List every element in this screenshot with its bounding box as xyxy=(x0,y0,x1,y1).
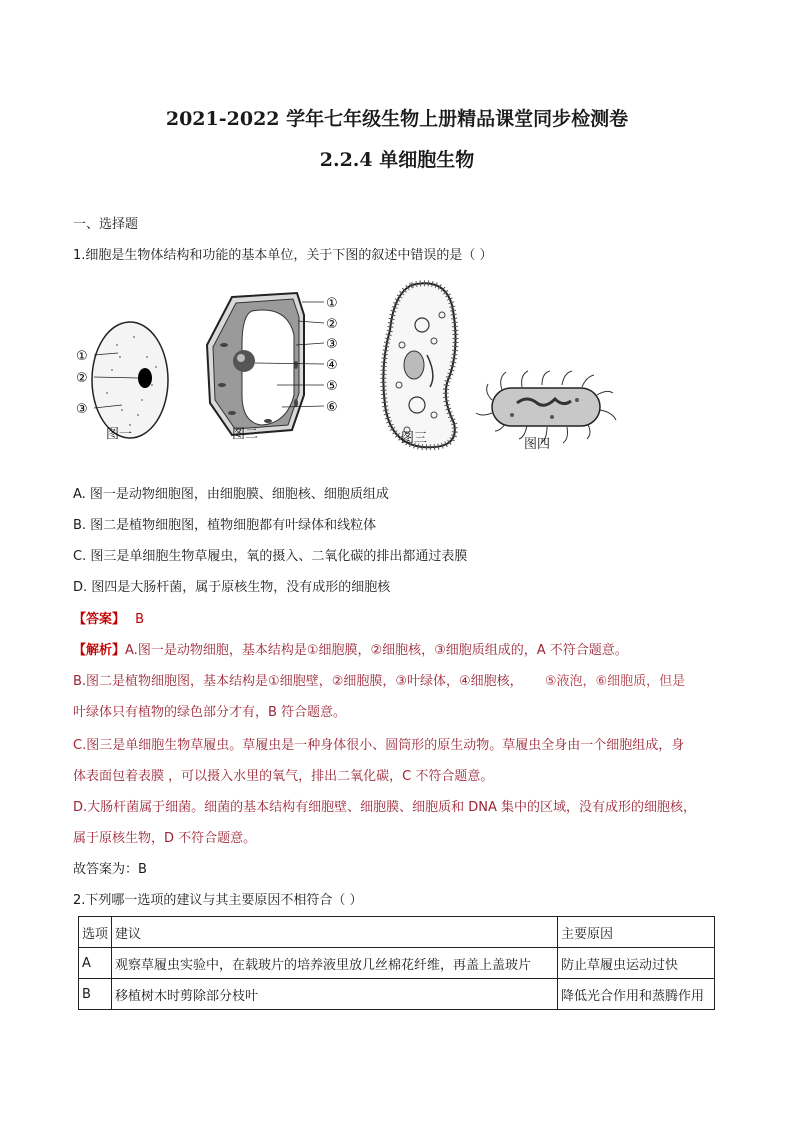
question-1-stem: 1.细胞是生物体结构和功能的基本单位，关于下图的叙述中错误的是（ ） xyxy=(73,248,493,263)
figure-3-paramecium xyxy=(383,283,455,447)
table-cell: 降低光合作用和蒸腾作用 xyxy=(557,979,714,1010)
analysis-tag: 【解析】 xyxy=(73,643,126,658)
analysis-text-2b: ⑤液泡，⑥细胞质，但是 xyxy=(544,674,686,689)
table-row xyxy=(79,948,715,979)
figure-2-label-2: ② xyxy=(326,317,338,332)
question-1-option-c: C. 图三是单细胞生物草履虫，氧的摄入、二氧化碳的排出都通过表膜 xyxy=(73,549,468,564)
figure-2-label-6: ⑥ xyxy=(326,400,338,415)
section-heading: 一、选择题 xyxy=(73,217,139,232)
analysis-line-4: C.图三是单细胞生物草履虫。草履虫是一种身体很小、圆筒形的原生动物。草履虫全身由一个细胞组成，身 xyxy=(73,738,685,753)
figure-3-caption: 图三 xyxy=(401,431,428,446)
table-header-cell: 选项 xyxy=(79,917,112,948)
figure-2-plant-cell xyxy=(207,293,338,435)
table-cell: A xyxy=(79,948,112,979)
question-1-option-d: D. 图四是大肠杆菌，属于原核生物，没有成形的细胞核 xyxy=(73,580,391,595)
table-row xyxy=(79,979,715,1010)
table-cell: 防止草履虫运动过快 xyxy=(557,948,714,979)
analysis-line-7: 属于原核生物，D 不符合题意。 xyxy=(73,831,257,846)
figure-2-label-4: ④ xyxy=(326,358,338,373)
figure-1-label-1: ① xyxy=(76,349,88,364)
table-cell: B xyxy=(79,979,112,1010)
figure-4-caption: 图四 xyxy=(524,437,551,452)
analysis-line-5: 体表面包着表膜 ，可以摄入水里的氧气，排出二氧化碳，C 不符合题意。 xyxy=(73,769,494,784)
analysis-line-6: D.大肠杆菌属于细菌。细菌的基本结构有细胞壁、细胞膜、细胞质和 DNA 集中的区域，没有成形的细胞核， xyxy=(73,800,697,815)
document-title: 2021-2022 学年七年级生物上册精品课堂同步检测卷 xyxy=(165,108,629,130)
figure-2-label-1: ① xyxy=(326,296,338,311)
table-cell: 移植树木时剪除部分枝叶 xyxy=(112,979,558,1010)
question-1-option-b: B. 图二是植物细胞图，植物细胞都有叶绿体和线粒体 xyxy=(73,518,377,533)
final-answer: 故答案为：B xyxy=(73,862,147,877)
figure-2-label-3: ③ xyxy=(326,337,338,352)
analysis-text-2: B.图二是植物细胞图，基本结构是①细胞壁，②细胞膜，③叶绿体，④细胞核， xyxy=(73,674,523,689)
analysis-text-1: A.图一是动物细胞，基本结构是①细胞膜，②细胞核，③细胞质组成的，A 不符合题意。 xyxy=(125,643,628,658)
table-header-cell: 主要原因 xyxy=(557,917,714,948)
figure-1-animal-cell xyxy=(76,322,168,438)
analysis-line-2 xyxy=(73,672,685,692)
figure-2-caption: 图二 xyxy=(232,427,259,442)
answer-tag: 【答案】 xyxy=(73,612,126,627)
table-header-cell: 建议 xyxy=(112,917,558,948)
analysis-line-3: 叶绿体只有植物的绿色部分才有，B 符合题意。 xyxy=(73,705,347,720)
table-cell: 观察草履虫实验中，在载玻片的培养液里放几丝棉花纤维，再盖上盖玻片 xyxy=(112,948,558,979)
question-2-stem: 2.下列哪一选项的建议与其主要原因不相符合（ ） xyxy=(73,893,363,908)
question-1-figures xyxy=(72,275,732,475)
question-2-table xyxy=(78,916,715,1010)
question-1-answer xyxy=(73,610,144,630)
figure-1-label-3: ③ xyxy=(76,402,88,417)
answer-value: B xyxy=(135,612,145,627)
figure-2-label-5: ⑤ xyxy=(326,379,338,394)
table-header-row xyxy=(79,917,715,948)
analysis-line-1 xyxy=(73,641,628,661)
document-subtitle: 2.2.4 单细胞生物 xyxy=(319,149,475,171)
figure-1-caption: 图一 xyxy=(106,427,133,442)
question-1-option-a: A. 图一是动物细胞图，由细胞膜、细胞核、细胞质组成 xyxy=(73,487,389,502)
figure-1-label-2: ② xyxy=(76,371,88,386)
